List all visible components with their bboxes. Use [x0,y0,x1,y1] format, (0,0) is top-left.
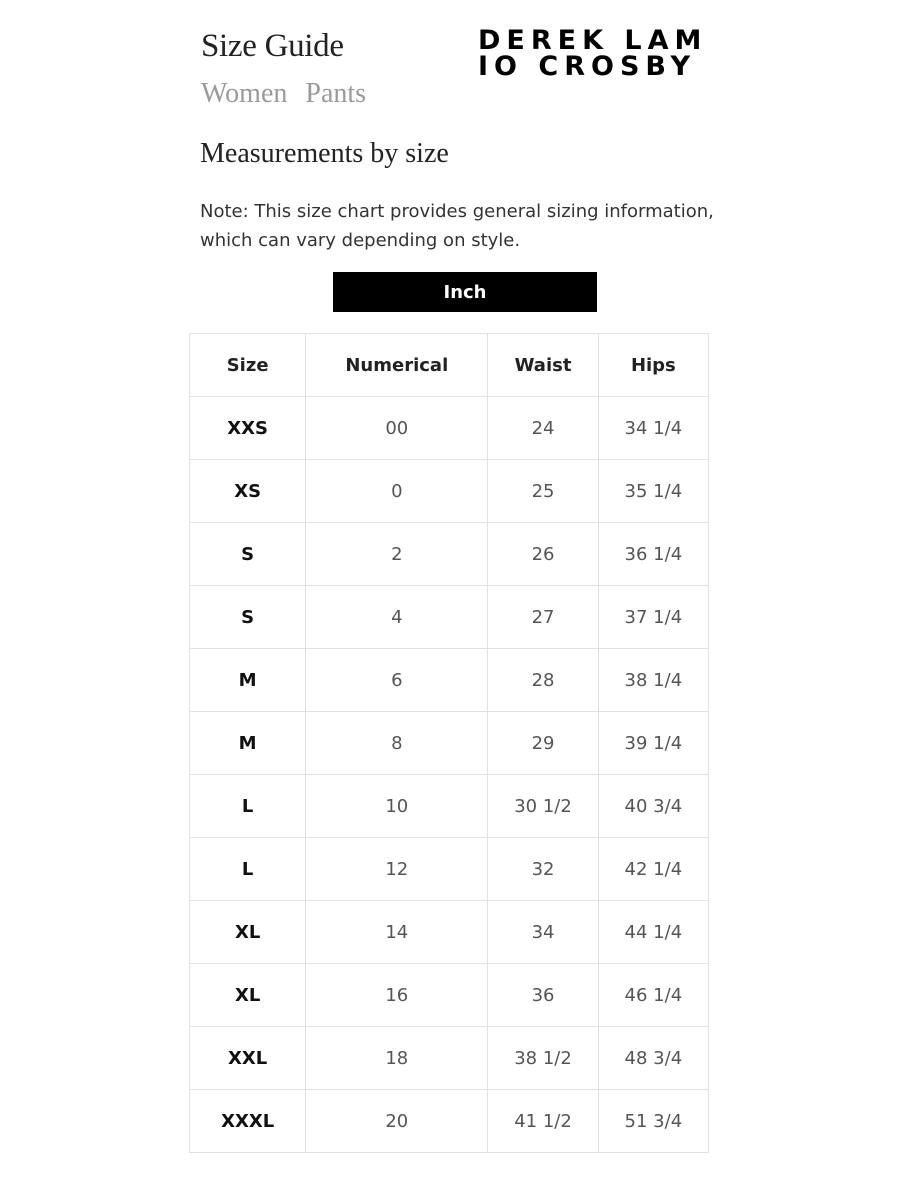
page-title: Size Guide [201,28,344,64]
hips-cell: 37 1/4 [598,586,708,649]
hips-cell: 40 3/4 [598,775,708,838]
waist-cell: 29 [488,712,598,775]
numerical-cell: 6 [306,649,488,712]
hips-cell: 44 1/4 [598,901,708,964]
waist-cell: 26 [488,523,598,586]
numerical-cell: 18 [306,1027,488,1090]
column-header-waist: Waist [488,334,598,397]
numerical-cell: 8 [306,712,488,775]
table-row [190,1090,709,1153]
brand-logo-line-1: DEREK LAM [478,25,708,56]
brand-logo-line-2: IO CROSBY [478,51,697,82]
waist-cell: 30 1/2 [488,775,598,838]
waist-cell: 34 [488,901,598,964]
section-heading: Measurements by size [200,138,449,169]
table-row [190,649,709,712]
numerical-cell: 2 [306,523,488,586]
waist-cell: 38 1/2 [488,1027,598,1090]
table-row [190,523,709,586]
unit-toggle-inch-button[interactable]: Inch [333,272,597,312]
size-cell: L [190,838,306,901]
breadcrumb-item-women[interactable]: Women [201,78,288,109]
hips-cell: 34 1/4 [598,397,708,460]
hips-cell: 51 3/4 [598,1090,708,1153]
table-row [190,397,709,460]
size-cell: XXL [190,1027,306,1090]
size-cell: XL [190,901,306,964]
column-header-hips: Hips [598,334,708,397]
hips-cell: 38 1/4 [598,649,708,712]
size-cell: S [190,523,306,586]
size-cell: M [190,712,306,775]
table-row [190,460,709,523]
numerical-cell: 14 [306,901,488,964]
breadcrumb [201,78,366,110]
size-table [189,333,709,1153]
hips-cell: 46 1/4 [598,964,708,1027]
hips-cell: 36 1/4 [598,523,708,586]
numerical-cell: 10 [306,775,488,838]
numerical-cell: 4 [306,586,488,649]
table-row [190,838,709,901]
brand-logo [478,25,708,82]
size-cell: XXS [190,397,306,460]
size-cell: XL [190,964,306,1027]
table-header-row [190,334,709,397]
size-table-body [190,397,709,1153]
hips-cell: 39 1/4 [598,712,708,775]
column-header-numerical: Numerical [306,334,488,397]
numerical-cell: 0 [306,460,488,523]
table-row [190,712,709,775]
waist-cell: 32 [488,838,598,901]
waist-cell: 25 [488,460,598,523]
table-row [190,1027,709,1090]
numerical-cell: 16 [306,964,488,1027]
waist-cell: 27 [488,586,598,649]
table-row [190,901,709,964]
waist-cell: 24 [488,397,598,460]
table-row [190,964,709,1027]
size-cell: L [190,775,306,838]
size-cell: XXXL [190,1090,306,1153]
hips-cell: 42 1/4 [598,838,708,901]
hips-cell: 35 1/4 [598,460,708,523]
waist-cell: 41 1/2 [488,1090,598,1153]
column-header-size: Size [190,334,306,397]
numerical-cell: 20 [306,1090,488,1153]
sizing-note: Note: This size chart provides general sizing information, which can vary depending on style. [200,201,714,251]
breadcrumb-item-pants[interactable]: Pants [305,78,367,109]
waist-cell: 28 [488,649,598,712]
waist-cell: 36 [488,964,598,1027]
table-row [190,586,709,649]
size-cell: XS [190,460,306,523]
numerical-cell: 12 [306,838,488,901]
numerical-cell: 00 [306,397,488,460]
hips-cell: 48 3/4 [598,1027,708,1090]
size-cell: M [190,649,306,712]
size-cell: S [190,586,306,649]
table-row [190,775,709,838]
